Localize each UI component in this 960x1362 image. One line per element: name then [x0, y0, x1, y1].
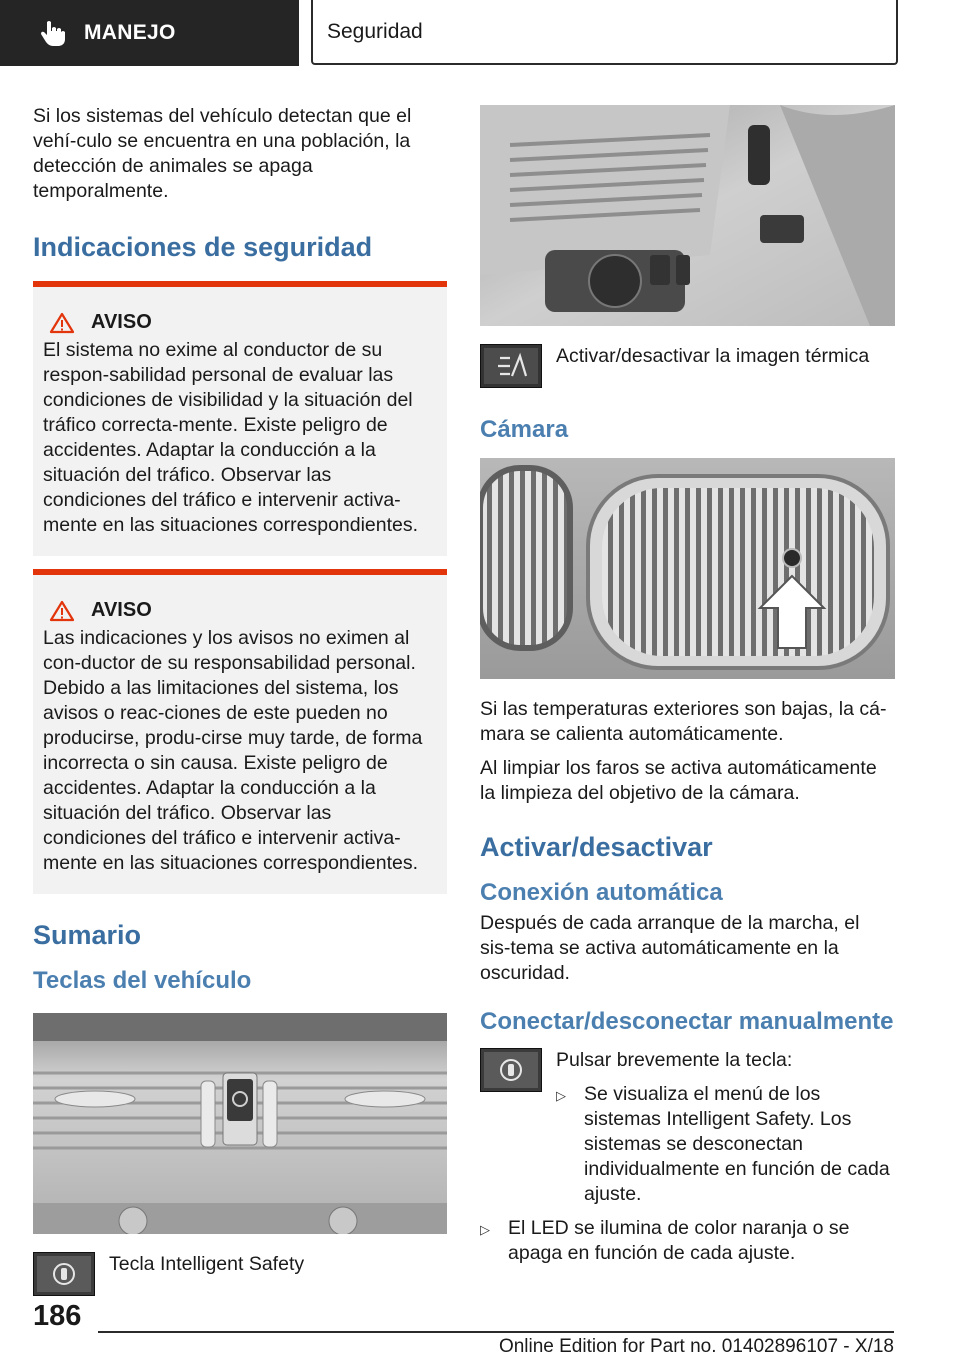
- bullet-item-1: [556, 1082, 895, 1207]
- footer-edition: Online Edition for Part no. 01402896107 - X/18: [498, 1336, 894, 1357]
- chapter-tab: [0, 0, 299, 66]
- page-header: [0, 0, 960, 66]
- key-row-thermal: [480, 344, 895, 388]
- warning-box-1: [33, 281, 447, 556]
- bullet-item-2: [480, 1216, 895, 1266]
- hand-pointer-icon: [38, 18, 68, 48]
- auto-connection-text: Después de cada arranque de la marcha, el sis-tema se activa automáticamente en la oscuridad.: [480, 912, 860, 984]
- warning-triangle-icon: [49, 312, 75, 334]
- section-label: Seguridad: [327, 19, 423, 43]
- section-tab: [311, 0, 898, 65]
- heading-activate-deactivate: Activar/desactivar: [480, 832, 713, 862]
- triangle-bullet-icon: ▷: [480, 1222, 490, 1237]
- page-number: 186: [33, 1300, 82, 1332]
- dashboard-buttons-photo: [33, 1013, 447, 1234]
- subheading-camera: Cámara: [480, 416, 569, 443]
- right-column: [480, 100, 895, 1266]
- bullet-text-2: El LED se ilumina de color naranja o se apaga en función de cada ajuste.: [508, 1217, 850, 1264]
- key-row-intelligent-safety: [33, 1252, 447, 1296]
- intelligent-safety-key-icon: [480, 1048, 542, 1092]
- intelligent-safety-key-icon: [33, 1252, 95, 1296]
- key-label-thermal: Activar/desactivar la imagen térmica: [556, 345, 870, 367]
- intro-paragraph: Si los sistemas del vehículo detectan que el vehí-culo se encuentra en una población, la detección de animales se apaga temporalmente.: [33, 105, 412, 202]
- subheading-auto-connection: Conexión automática: [480, 879, 723, 906]
- heading-safety: Indicaciones de seguridad: [33, 232, 373, 262]
- footer-divider: [98, 1331, 894, 1333]
- light-switch-photo: [480, 105, 895, 326]
- warning-triangle-icon: [49, 600, 75, 622]
- thermal-image-key-icon: [480, 344, 542, 388]
- manual-instruction: Pulsar brevemente la tecla:: [556, 1049, 793, 1071]
- grille-camera-photo: [480, 458, 895, 679]
- left-column: [33, 100, 447, 1296]
- warning-title-2: AVISO: [91, 599, 152, 621]
- camera-paragraph-1: Si las temperaturas exteriores son bajas, la cá-mara se calienta automáticamente.: [480, 698, 887, 745]
- warning-text-2: Las indicaciones y los avisos no eximen al con-ductor de su responsabilidad personal. Debido a las limitaciones del sistema, los avisos o reac-ciones de este pueden no producirse, produ-cirse muy tarde, de forma incorrecta o sin causa. Existe peligro de accidentes. Adaptar la conducción a la situación del tráfico. Observar las condiciones del tráfico e intervenir activa-mente en las situaciones correspondientes.: [43, 627, 423, 874]
- heading-summary: Sumario: [33, 920, 142, 950]
- chapter-label: MANEJO: [84, 21, 176, 44]
- key-row-manual: [480, 1048, 895, 1207]
- warning-title-1: AVISO: [91, 311, 152, 333]
- camera-paragraph-2: Al limpiar los faros se activa automáticamente la limpieza del objetivo de la cámara.: [480, 757, 877, 804]
- subheading-vehicle-keys: Teclas del vehículo: [33, 967, 252, 994]
- subheading-manual: Conectar/desconectar manualmente: [480, 1008, 894, 1035]
- bullet-text-1: Se visualiza el menú de los sistemas Intelligent Safety. Los sistemas se desconectan individualmente en función de cada ajuste.: [584, 1083, 890, 1205]
- key-label-intelligent-safety: Tecla Intelligent Safety: [109, 1253, 305, 1275]
- triangle-bullet-icon: ▷: [556, 1088, 566, 1103]
- warning-box-2: [33, 569, 447, 894]
- warning-text-1: El sistema no exime al conductor de su respon-sabilidad personal de evaluar las condiciones de visibilidad y la situación del tráfico correcta-mente. Existe peligro de accidentes. Adaptar la conducción a la situación del tráfico. Observar las condiciones del tráfico e intervenir activa-mente en las situaciones correspondientes.: [43, 339, 419, 536]
